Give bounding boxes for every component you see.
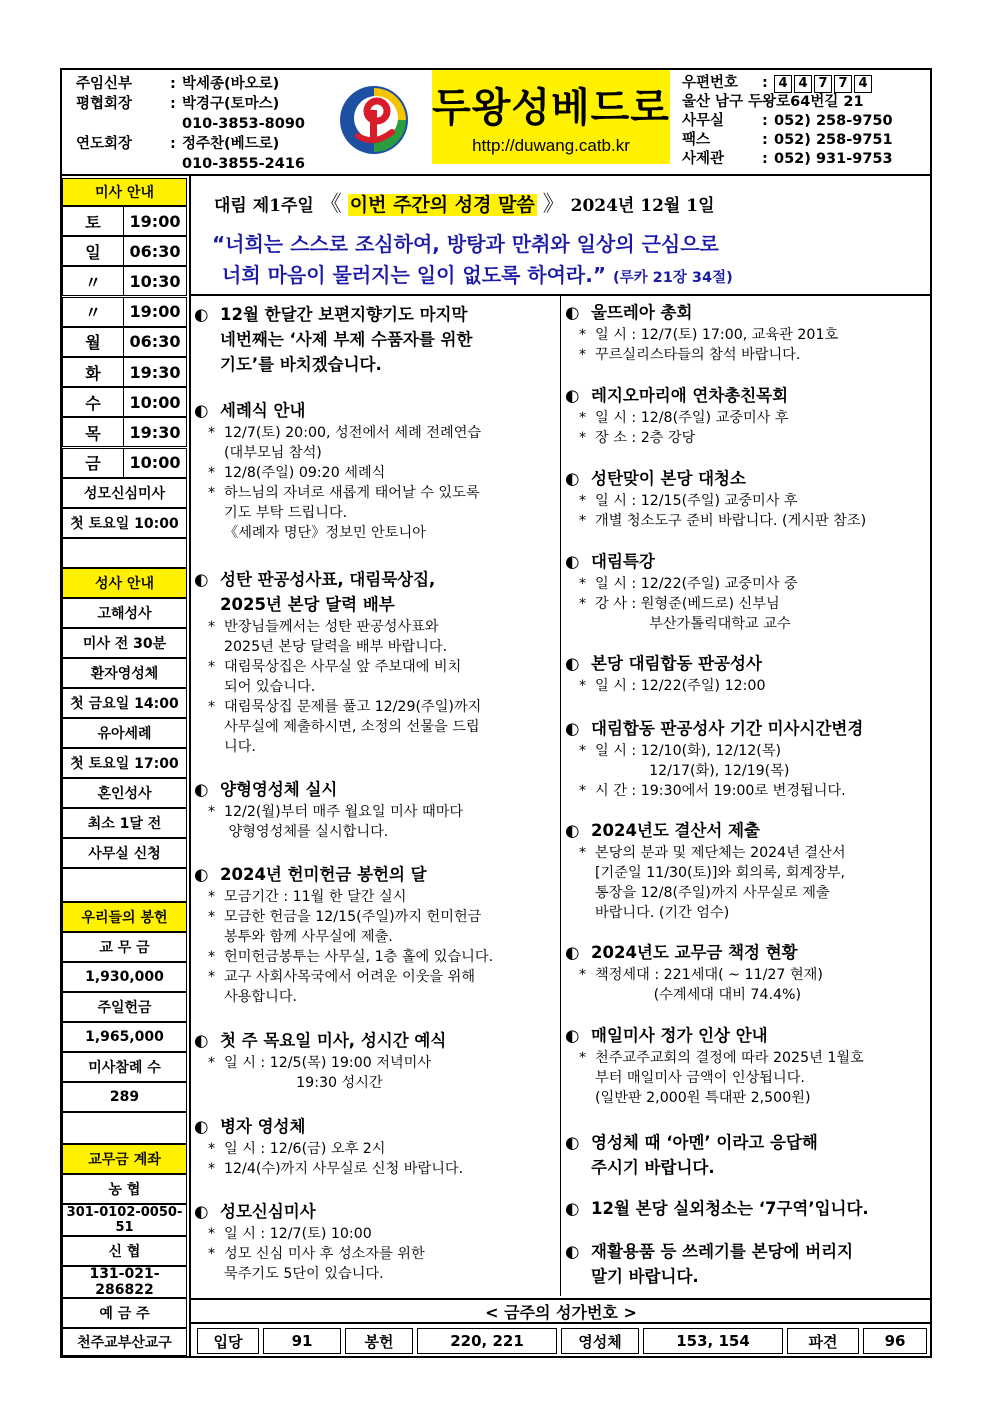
asterisk-bullet-icon: * bbox=[208, 949, 216, 965]
announcement-item: * 천주교주교회의 결정에 따라 2025년 1월호 bbox=[579, 1050, 864, 1066]
mass-day: 월 bbox=[63, 328, 124, 356]
hymn-label: 파견 bbox=[787, 1328, 859, 1354]
announcement bbox=[563, 818, 931, 923]
announcement bbox=[563, 466, 931, 531]
account1: 301-0102-0050-51 bbox=[62, 1204, 187, 1236]
asterisk-bullet-icon: * bbox=[208, 699, 216, 715]
announcement-item: 되어 있습니다. bbox=[224, 679, 316, 695]
mass-day: 〃 bbox=[63, 298, 124, 326]
asterisk-bullet-icon: * bbox=[208, 485, 216, 501]
mass-day: 일 bbox=[63, 237, 124, 265]
announcement-item: * 반장님들께서는 성탄 판공성사표와 bbox=[208, 619, 439, 635]
announcement bbox=[192, 1199, 560, 1284]
announcement-item: * 모금기간 : 11월 한 달간 실시 bbox=[208, 889, 407, 905]
mass-time-row bbox=[62, 417, 187, 447]
verse-divider bbox=[191, 294, 931, 296]
announcement bbox=[192, 567, 560, 757]
holder: 천주교부산교구 bbox=[62, 1328, 187, 1356]
asterisk-bullet-icon: * bbox=[579, 493, 587, 509]
announcement bbox=[192, 862, 560, 1007]
half-circle-bullet-icon: ◐ bbox=[194, 780, 209, 799]
mass-time-row bbox=[62, 236, 187, 266]
mass-time: 10:30 bbox=[129, 271, 181, 291]
sunday-offering-value: 1,965,000 bbox=[62, 1022, 187, 1052]
announcement-item: (일반판 2,000원 특대판 2,500원) bbox=[595, 1090, 811, 1106]
contact-label: 사제관 bbox=[682, 151, 725, 167]
announcement-item: 2025년 본당 달력을 배부 바랍니다. bbox=[224, 639, 448, 655]
staff-value: 정주찬(베드로) bbox=[182, 136, 280, 152]
announcement-heading: 주시기 바랍니다. bbox=[591, 1158, 715, 1177]
announcement-item: 묵주기도 5단이 있습니다. bbox=[224, 1266, 384, 1282]
hymn-entrance: 91 bbox=[263, 1328, 341, 1354]
asterisk-bullet-icon: * bbox=[579, 430, 587, 446]
mass-time: 10:00 bbox=[129, 453, 181, 473]
asterisk-bullet-icon: * bbox=[208, 889, 216, 905]
half-circle-bullet-icon: ◐ bbox=[565, 821, 580, 840]
staff-label: 주임신부 bbox=[76, 76, 133, 92]
half-circle-bullet-icon: ◐ bbox=[565, 943, 580, 962]
mass-time-row bbox=[62, 387, 187, 417]
announcement-item: 니다. bbox=[224, 739, 256, 755]
postal-code: 4 4 7 7 4 bbox=[774, 74, 874, 93]
announcement-item: * 대림묵상집 문제를 풀고 12/29(주일)까지 bbox=[208, 699, 482, 715]
announcement-item: * 교구 사회사목국에서 어려운 이웃을 위해 bbox=[208, 969, 476, 985]
marriage-time: 최소 1달 전 bbox=[62, 808, 187, 838]
bank2: 신 협 bbox=[62, 1236, 187, 1266]
asterisk-bullet-icon: * bbox=[208, 465, 216, 481]
staff-phone: 010-3853-8090 bbox=[182, 116, 306, 132]
mass-day: 수 bbox=[63, 388, 124, 416]
announcement-item: * 성모 신심 미사 후 성소자를 위한 bbox=[208, 1246, 425, 1262]
week-heading: 대림 제1주일 《 이번 주간의 성경 말씀 》 2024년 12월 1일 bbox=[214, 192, 715, 217]
asterisk-bullet-icon: * bbox=[579, 845, 587, 861]
sick-communion-time: 첫 금요일 14:00 bbox=[62, 688, 187, 718]
asterisk-bullet-icon: * bbox=[208, 1226, 216, 1242]
account-title: 교무금 계좌 bbox=[62, 1144, 187, 1174]
confession-time: 미사 전 30분 bbox=[62, 628, 187, 658]
announcement-heading: ◐ 영성체 때 ‘아멘’ 이라고 응답해 bbox=[563, 1130, 931, 1155]
announcement bbox=[563, 1196, 931, 1221]
hymn-label: 입당 bbox=[197, 1328, 259, 1354]
bank1: 농 협 bbox=[62, 1174, 187, 1204]
asterisk-bullet-icon: * bbox=[579, 967, 587, 983]
column-divider bbox=[560, 296, 561, 1296]
announcement-item: 기도 부탁 드립니다. bbox=[224, 505, 348, 521]
mass-day: 화 bbox=[63, 358, 124, 386]
asterisk-bullet-icon: * bbox=[208, 909, 216, 925]
announcement-item: 《세례자 명단》정보민 안토니아 bbox=[224, 525, 426, 541]
scripture-verse bbox=[212, 229, 922, 294]
contact-value: 052) 931-9753 bbox=[774, 151, 893, 167]
staff-value: 박경구(토마스) bbox=[182, 96, 280, 112]
half-circle-bullet-icon: ◐ bbox=[565, 719, 580, 738]
holder-label: 예 금 주 bbox=[62, 1298, 187, 1328]
announcement-item: * 일 시 : 12/10(화), 12/12(목) bbox=[579, 743, 782, 759]
announcement-heading: ◐ 울뜨레아 총회 bbox=[563, 300, 931, 325]
asterisk-bullet-icon: * bbox=[579, 347, 587, 363]
announcement-item: * 하느님의 자녀로 새롭게 태어날 수 있도록 bbox=[208, 485, 480, 501]
attendance-label: 미사참례 수 bbox=[62, 1052, 187, 1082]
announcement-heading: 말기 바랍니다. bbox=[591, 1267, 699, 1286]
announcement-heading: ◐ 대림합동 판공성사 기간 미사시간변경 bbox=[563, 716, 931, 741]
parish-url[interactable]: http://duwang.catb.kr bbox=[472, 136, 630, 155]
announcement-heading: ◐ 재활용품 등 쓰레기를 본당에 버리지 bbox=[563, 1239, 931, 1264]
half-circle-bullet-icon: ◐ bbox=[194, 1117, 209, 1136]
half-circle-bullet-icon: ◐ bbox=[194, 865, 209, 884]
announcement bbox=[563, 716, 931, 801]
dues-label: 교 무 금 bbox=[62, 932, 187, 962]
announcement-item: * 일 시 : 12/22(주일) 12:00 bbox=[579, 678, 766, 694]
announcement-heading: ◐ 성탄 판공성사표, 대림묵상집, bbox=[192, 567, 560, 592]
sunday-offering-label: 주일헌금 bbox=[62, 992, 187, 1022]
half-circle-bullet-icon: ◐ bbox=[565, 303, 580, 322]
sacred-heart-mass: 성모신심미사 bbox=[62, 478, 187, 508]
sick-communion: 환자영성체 bbox=[62, 658, 187, 688]
announcement-item: * 개별 청소도구 준비 바랍니다. (게시판 참조) bbox=[579, 513, 867, 529]
announcement-heading: ◐ 본당 대림합동 판공성사 bbox=[563, 651, 931, 676]
announcement-item: * 책정세대 : 221세대( ~ 11/27 현재) bbox=[579, 967, 823, 983]
announcement-item: 부산가톨릭대학교 교수 bbox=[595, 616, 791, 632]
sidebar-divider bbox=[189, 176, 191, 1357]
contact-value: 052) 258-9750 bbox=[774, 113, 893, 129]
announcement-heading: ◐ 세례식 안내 bbox=[192, 398, 560, 423]
asterisk-bullet-icon: * bbox=[208, 804, 216, 820]
announcement bbox=[563, 1130, 931, 1180]
liturgical-week: 대림 제1주일 bbox=[214, 196, 314, 216]
announcement bbox=[563, 300, 931, 365]
announcement bbox=[192, 777, 560, 842]
announcement-heading: ◐ 성모신심미사 bbox=[192, 1199, 560, 1224]
announcement-item: * 모금한 헌금을 12/15(주일)까지 헌미헌금 bbox=[208, 909, 482, 925]
attendance-value: 289 bbox=[62, 1082, 187, 1112]
announcement-item: * 일 시 : 12/7(토) 10:00 bbox=[208, 1226, 372, 1242]
half-circle-bullet-icon: ◐ bbox=[565, 1026, 580, 1045]
staff-value: 박세종(바오로) bbox=[182, 76, 280, 92]
announcement bbox=[192, 398, 560, 543]
address: 울산 남구 두왕로64번길 21 bbox=[682, 94, 864, 110]
announcement-item: * 일 시 : 12/5(목) 19:00 저녁미사 bbox=[208, 1055, 432, 1071]
announcement-item: * 일 시 : 12/15(주일) 교중미사 후 bbox=[579, 493, 798, 509]
mass-time: 19:30 bbox=[129, 362, 181, 382]
hymn-communion: 153, 154 bbox=[643, 1328, 783, 1354]
mass-info-title: 미사 안내 bbox=[62, 178, 187, 206]
announcement-heading: ◐ 2024년 헌미헌금 봉헌의 달 bbox=[192, 862, 560, 887]
parish-title: 두왕성베드로 bbox=[432, 85, 670, 131]
infant-baptism: 유아세례 bbox=[62, 718, 187, 748]
half-circle-bullet-icon: ◐ bbox=[194, 1202, 209, 1221]
account2: 131-021-286822 bbox=[62, 1266, 187, 1298]
asterisk-bullet-icon: * bbox=[579, 596, 587, 612]
asterisk-bullet-icon: * bbox=[579, 783, 587, 799]
half-circle-bullet-icon: ◐ bbox=[565, 1199, 580, 1218]
announcement-heading: ◐ 첫 주 목요일 미사, 성시간 예식 bbox=[192, 1028, 560, 1053]
header-staff: 주임신부 : 박세종(바오로) 평협회장 : 박경구(토마스) 010-3853-8090 연도회장 : 정주찬(베드로) 010-3855-2416 bbox=[76, 76, 306, 172]
announcement-item: * 일 시 : 12/8(주일) 교중미사 후 bbox=[579, 410, 789, 426]
announcement-item: * 일 시 : 12/7(토) 17:00, 교육관 201호 bbox=[579, 327, 839, 343]
announcement-item: * 본당의 분과 및 제단체는 2024년 결산서 bbox=[579, 845, 846, 861]
mass-day: 목 bbox=[63, 418, 124, 446]
announcement bbox=[192, 1028, 560, 1093]
postal-label: 우편번호 bbox=[682, 75, 739, 91]
announcement-heading: ◐ 레지오마리애 연차총친목회 bbox=[563, 383, 931, 408]
contact-label: 팩스 bbox=[682, 132, 711, 148]
asterisk-bullet-icon: * bbox=[208, 1246, 216, 1262]
mass-time-row bbox=[62, 206, 187, 236]
confession: 고해성사 bbox=[62, 598, 187, 628]
announcement-heading: ◐ 12월 본당 실외청소는 ‘7구역’입니다. bbox=[563, 1196, 931, 1221]
mass-time-row bbox=[62, 297, 187, 327]
mass-time: 19:00 bbox=[129, 302, 181, 322]
announcement bbox=[192, 302, 560, 377]
asterisk-bullet-icon: * bbox=[579, 576, 587, 592]
mass-time: 06:30 bbox=[129, 332, 181, 352]
announcement bbox=[192, 1114, 560, 1179]
announcement-heading: ◐ 2024년도 결산서 제출 bbox=[563, 818, 931, 843]
verse-line: “너희는 스스로 조심하여, 방탕과 만취와 일상의 근심으로 bbox=[212, 232, 719, 256]
asterisk-bullet-icon: * bbox=[579, 678, 587, 694]
announcement-item: * 12/7(토) 20:00, 성전에서 세례 전례연습 bbox=[208, 425, 482, 441]
half-circle-bullet-icon: ◐ bbox=[565, 1133, 580, 1152]
announcement-item: 양형영성체를 실시합니다. bbox=[224, 824, 389, 840]
asterisk-bullet-icon: * bbox=[208, 659, 216, 675]
staff-phone: 010-3855-2416 bbox=[182, 156, 306, 172]
announcement-item: * 시 간 : 19:30에서 19:00로 변경됩니다. bbox=[579, 783, 846, 799]
announcement-item: * 12/4(수)까지 사무실로 신청 바랍니다. bbox=[208, 1161, 464, 1177]
asterisk-bullet-icon: * bbox=[579, 513, 587, 529]
sacraments-title: 성사 안내 bbox=[62, 568, 187, 598]
asterisk-bullet-icon: * bbox=[208, 1141, 216, 1157]
hymn-label: 봉헌 bbox=[345, 1328, 413, 1354]
mass-time: 10:00 bbox=[129, 392, 181, 412]
announcement-item: 사무실에 제출하시면, 소정의 선물을 드립 bbox=[224, 719, 480, 735]
asterisk-bullet-icon: * bbox=[579, 327, 587, 343]
asterisk-bullet-icon: * bbox=[208, 425, 216, 441]
announcement-item: 사용합니다. bbox=[224, 989, 298, 1005]
announcement-item: (수계세대 대비 74.4%) bbox=[595, 987, 802, 1003]
announcement-item: * 일 시 : 12/6(금) 오후 2시 bbox=[208, 1141, 386, 1157]
half-circle-bullet-icon: ◐ bbox=[565, 469, 580, 488]
announcement-item: (대부모님 참석) bbox=[224, 445, 322, 461]
half-circle-bullet-icon: ◐ bbox=[194, 570, 209, 589]
hymn-recessional: 96 bbox=[863, 1328, 927, 1354]
mass-time: 19:30 bbox=[129, 422, 181, 442]
scripture-heading: 이번 주간의 성경 말씀 bbox=[349, 194, 535, 216]
bulletin-date: 2024년 12월 1일 bbox=[570, 196, 715, 216]
announcement-heading: ◐ 2024년도 교무금 책정 현황 bbox=[563, 940, 931, 965]
announcement-item: * 꾸르실리스타들의 참석 바랍니다. bbox=[579, 347, 801, 363]
staff-label: 연도회장 bbox=[76, 136, 133, 152]
announcement-heading: 2025년 본당 달력 배부 bbox=[220, 595, 395, 614]
announcement-item: 12/17(화), 12/19(목) bbox=[595, 763, 790, 779]
half-circle-bullet-icon: ◐ bbox=[194, 1031, 209, 1050]
verse-source: (루카 21장 34절) bbox=[612, 270, 733, 286]
half-circle-bullet-icon: ◐ bbox=[565, 552, 580, 571]
hymn-label: 영성체 bbox=[561, 1328, 639, 1354]
announcement-item: * 대림묵상집은 사무실 앞 주보대에 비치 bbox=[208, 659, 462, 675]
hymn-title: < 금주의 성가번호 > bbox=[191, 1298, 931, 1324]
asterisk-bullet-icon: * bbox=[579, 743, 587, 759]
header-contacts: 우편번호 : 4 4 7 7 4 울산 남구 두왕로64번길 21 사무실 : 052) 258-9750 팩스 : 052) 258-9751 사제관 : 052) 931-9753 bbox=[682, 75, 893, 167]
mass-time-row bbox=[62, 448, 187, 478]
announcement-heading: ◐ 대림특강 bbox=[563, 549, 931, 574]
parish-logo-icon bbox=[336, 82, 412, 158]
dues-value: 1,930,000 bbox=[62, 962, 187, 992]
half-circle-bullet-icon: ◐ bbox=[194, 401, 209, 420]
announcement-heading: ◐ 양형영성체 실시 bbox=[192, 777, 560, 802]
announcement-heading: ◐ 12월 한달간 보편지향기도 마지막 bbox=[192, 302, 560, 327]
announcement-item: 통장을 12/8(주일)까지 사무실로 제출 bbox=[595, 885, 830, 901]
announcement-item: * 헌미헌금봉투는 사무실, 1층 홀에 있습니다. bbox=[208, 949, 494, 965]
announcement-item: 19:30 성시간 bbox=[224, 1075, 383, 1091]
mass-time: 06:30 bbox=[129, 241, 181, 261]
sidebar-spacer bbox=[62, 1112, 187, 1144]
contact-value: 052) 258-9751 bbox=[774, 132, 893, 148]
announcement bbox=[563, 383, 931, 448]
announcement bbox=[563, 1239, 931, 1289]
announcement-item: * 일 시 : 12/22(주일) 교중미사 중 bbox=[579, 576, 798, 592]
asterisk-bullet-icon: * bbox=[208, 1055, 216, 1071]
announcement-item: * 12/2(월)부터 매주 월요일 미사 때마다 bbox=[208, 804, 464, 820]
mass-time: 19:00 bbox=[129, 211, 181, 231]
announcement-heading: 기도’를 바치겠습니다. bbox=[220, 355, 382, 374]
asterisk-bullet-icon: * bbox=[208, 1161, 216, 1177]
infant-baptism-time: 첫 토요일 17:00 bbox=[62, 748, 187, 778]
mass-time-row bbox=[62, 327, 187, 357]
announcement bbox=[563, 549, 931, 634]
sidebar-spacer bbox=[62, 868, 187, 902]
announcement-heading: 네번째는 ‘사제 부제 수품자를 위한 bbox=[220, 330, 473, 349]
announcement bbox=[563, 1023, 931, 1108]
announcement-item: 부터 매일미사 금액이 인상됩니다. bbox=[595, 1070, 805, 1086]
asterisk-bullet-icon: * bbox=[579, 410, 587, 426]
asterisk-bullet-icon: * bbox=[208, 969, 216, 985]
mass-time-row bbox=[62, 266, 187, 296]
announcement-heading: ◐ 성탄맞이 본당 대청소 bbox=[563, 466, 931, 491]
marriage-apply: 사무실 신청 bbox=[62, 838, 187, 868]
announcement-item: * 강 사 : 원형준(베드로) 신부님 bbox=[579, 596, 780, 612]
verse-line: 너희 마음이 물러지는 일이 없도록 하여라.” bbox=[222, 263, 606, 287]
mass-day: 금 bbox=[63, 449, 124, 477]
announcement-item: [기준일 11/30(토)]와 회의록, 회계장부, bbox=[595, 865, 846, 881]
announcement-heading: ◐ 병자 영성체 bbox=[192, 1114, 560, 1139]
announcement-item: 바랍니다. (기간 엄수) bbox=[595, 905, 730, 921]
asterisk-bullet-icon: * bbox=[208, 619, 216, 635]
announcement bbox=[563, 651, 931, 696]
offering-title: 우리들의 봉헌 bbox=[62, 902, 187, 932]
asterisk-bullet-icon: * bbox=[579, 1050, 587, 1066]
half-circle-bullet-icon: ◐ bbox=[565, 1242, 580, 1261]
mass-day: 〃 bbox=[63, 267, 124, 295]
hymn-offertory: 220, 221 bbox=[417, 1328, 557, 1354]
contact-label: 사무실 bbox=[682, 113, 725, 129]
announcement-item: * 장 소 : 2층 강당 bbox=[579, 430, 696, 446]
mass-time-row bbox=[62, 357, 187, 387]
sidebar-spacer bbox=[62, 538, 187, 568]
announcement-heading: ◐ 매일미사 정가 인상 안내 bbox=[563, 1023, 931, 1048]
staff-label: 평협회장 bbox=[76, 96, 133, 112]
sacred-heart-time: 첫 토요일 10:00 bbox=[62, 508, 187, 538]
half-circle-bullet-icon: ◐ bbox=[565, 654, 580, 673]
half-circle-bullet-icon: ◐ bbox=[194, 305, 209, 324]
parish-title-box bbox=[432, 70, 670, 164]
marriage: 혼인성사 bbox=[62, 778, 187, 808]
announcement bbox=[563, 940, 931, 1005]
mass-day: 토 bbox=[63, 207, 124, 235]
announcement-item: 봉투와 함께 사무실에 제출. bbox=[224, 929, 393, 945]
announcement-item: * 12/8(주일) 09:20 세례식 bbox=[208, 465, 386, 481]
half-circle-bullet-icon: ◐ bbox=[565, 386, 580, 405]
